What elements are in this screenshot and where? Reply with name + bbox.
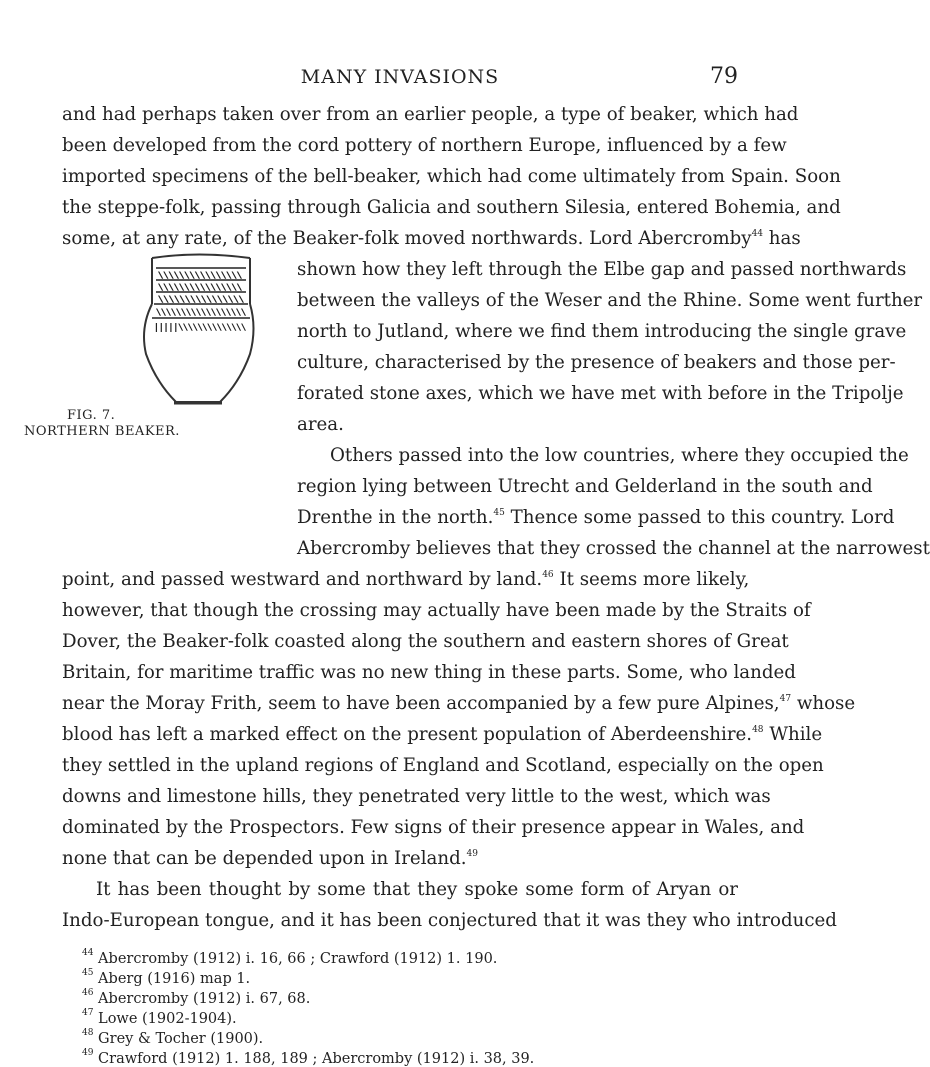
figure-caption: NORTHERN BEAKER. (24, 424, 180, 439)
text-line (62, 755, 824, 776)
text-line (62, 786, 771, 807)
line-text: Britain, for maritime traffic was no new thing in these parts. Some, who landed (62, 662, 796, 683)
line-text: north to Jutland, where we find them introducing the single grave (297, 321, 907, 342)
text-line (62, 631, 789, 652)
text-line (62, 817, 805, 838)
footnote-text: Abercromby (1912) i. 16, 66 ; Crawford (1912) 1. 190. (93, 951, 498, 967)
line-text: area. (297, 414, 344, 435)
footnote-ref: 47 (779, 694, 792, 704)
page-number: 79 (710, 64, 738, 89)
footnote (82, 988, 311, 1007)
footnote (82, 1048, 535, 1067)
footnote-number: 49 (82, 1048, 94, 1058)
line-text: between the valleys of the Weser and the Rhine. Some went further (297, 290, 923, 311)
text-line (62, 850, 478, 868)
footnote-text: Abercromby (1912) i. 67, 68. (93, 991, 311, 1007)
svg-text:\\\\\\\\\\\\\\\\\\: \\\\\\\\\\\\\\\\\\ (156, 308, 248, 318)
line-text: shown how they left through the Elbe gap and passed northwards (297, 259, 907, 280)
footnote-number: 47 (82, 1008, 94, 1018)
line-text-continued: has (763, 228, 801, 249)
footnote-ref: 48 (752, 725, 764, 735)
svg-text:|||||\\\\\\\\\\\\\\: |||||\\\\\\\\\\\\\\ (154, 323, 248, 333)
footnote-number: 48 (82, 1028, 94, 1038)
text-line (62, 662, 796, 683)
footnote (82, 948, 498, 967)
figure-label: FIG. 7. (67, 408, 116, 423)
line-text: blood has left a marked effect on the present population of Aberdeenshire. (62, 724, 753, 745)
footnote-text: Grey & Tocher (1900). (93, 1031, 264, 1047)
footnote-ref: 44 (751, 229, 764, 239)
text-line (62, 104, 799, 125)
running-head: MANY INVASIONS (300, 66, 500, 88)
line-text: Dover, the Beaker-folk coasted along the southern and eastern shores of Great (62, 631, 789, 652)
text-line (297, 383, 904, 404)
line-text: downs and limestone hills, they penetrated very little to the west, which was (62, 786, 771, 807)
line-text: the steppe-folk, passing through Galicia and southern Silesia, entered Bohemia, and (62, 197, 841, 218)
svg-text:\\\\\\\\\\\\\\\\: \\\\\\\\\\\\\\\\ (158, 283, 244, 293)
line-text: It has been thought by some that they spoke some form of Aryan or (96, 879, 738, 900)
text-line (62, 197, 841, 218)
text-line (330, 445, 909, 466)
text-line (297, 507, 895, 528)
line-text-continued: Thence some passed to this country. Lord (504, 507, 895, 528)
footnote (82, 968, 251, 987)
svg-text:\\\\\\\\\\\\\\\\: \\\\\\\\\\\\\\\\ (158, 271, 244, 281)
text-line (297, 416, 344, 434)
line-text: Others passed into the low countries, where they occupied the (330, 445, 909, 466)
footnote-ref: 49 (466, 849, 478, 859)
text-line (297, 259, 907, 280)
footnote-ref: 45 (493, 508, 505, 518)
line-text: near the Moray Frith, seem to have been accompanied by a few pure Alpines, (62, 693, 780, 714)
text-line (297, 321, 907, 342)
line-text: some, at any rate, of the Beaker-folk moved northwards. Lord Abercromby (62, 228, 752, 249)
text-line (297, 352, 896, 373)
line-text: point, and passed westward and northward by land. (62, 569, 543, 590)
text-line (96, 881, 738, 899)
line-text: however, that though the crossing may actually have been made by the Straits of (62, 600, 811, 621)
line-text: forated stone axes, which we have met with before in the Tripolje (297, 383, 904, 404)
footnote-text: Crawford (1912) 1. 188, 189 ; Abercromby (1912) i. 38, 39. (93, 1051, 535, 1067)
text-line (62, 166, 841, 187)
line-text: none that can be depended upon in Ireland. (62, 848, 467, 869)
footnote (82, 1008, 237, 1027)
text-line (297, 290, 923, 311)
footnote-ref: 46 (542, 570, 554, 580)
line-text: region lying between Utrecht and Gelderland in the south and (297, 476, 873, 497)
line-text-continued: It seems more likely, (553, 569, 750, 590)
line-text: and had perhaps taken over from an earlier people, a type of beaker, which had (62, 104, 799, 125)
text-line (62, 135, 787, 156)
line-text: culture, characterised by the presence of beakers and those per- (297, 352, 896, 373)
footnote-number: 44 (82, 948, 94, 958)
text-line (297, 538, 930, 559)
line-text: they settled in the upland regions of England and Scotland, especially on the open (62, 755, 824, 776)
text-line (62, 724, 823, 745)
footnote (82, 1028, 264, 1047)
text-line (62, 569, 750, 590)
footnote-text: Aberg (1916) map 1. (93, 971, 251, 987)
svg-text:\\\\\\\\\\\\\\\\: \\\\\\\\\\\\\\\\ (158, 295, 246, 305)
footnote-text: Lowe (1902-1904). (93, 1011, 237, 1027)
text-line (62, 600, 811, 621)
footnote-number: 45 (82, 968, 94, 978)
line-text: Abercromby believes that they crossed the channel at the narrowest (297, 538, 930, 559)
text-line (297, 476, 873, 497)
footnote-number: 46 (82, 988, 94, 998)
line-text: imported specimens of the bell-beaker, which had come ultimately from Spain. Soon (62, 166, 841, 187)
text-line (62, 910, 837, 931)
text-line (62, 228, 801, 249)
text-line (62, 693, 856, 714)
beaker-illustration (140, 252, 258, 410)
line-text-continued: While (763, 724, 823, 745)
line-text: Drenthe in the north. (297, 507, 494, 528)
line-text: Indo-European tongue, and it has been conjectured that it was they who introduced (62, 910, 837, 931)
line-text: dominated by the Prospectors. Few signs of their presence appear in Wales, and (62, 817, 805, 838)
line-text: been developed from the cord pottery of northern Europe, influenced by a few (62, 135, 787, 156)
line-text-continued: whose (791, 693, 856, 714)
